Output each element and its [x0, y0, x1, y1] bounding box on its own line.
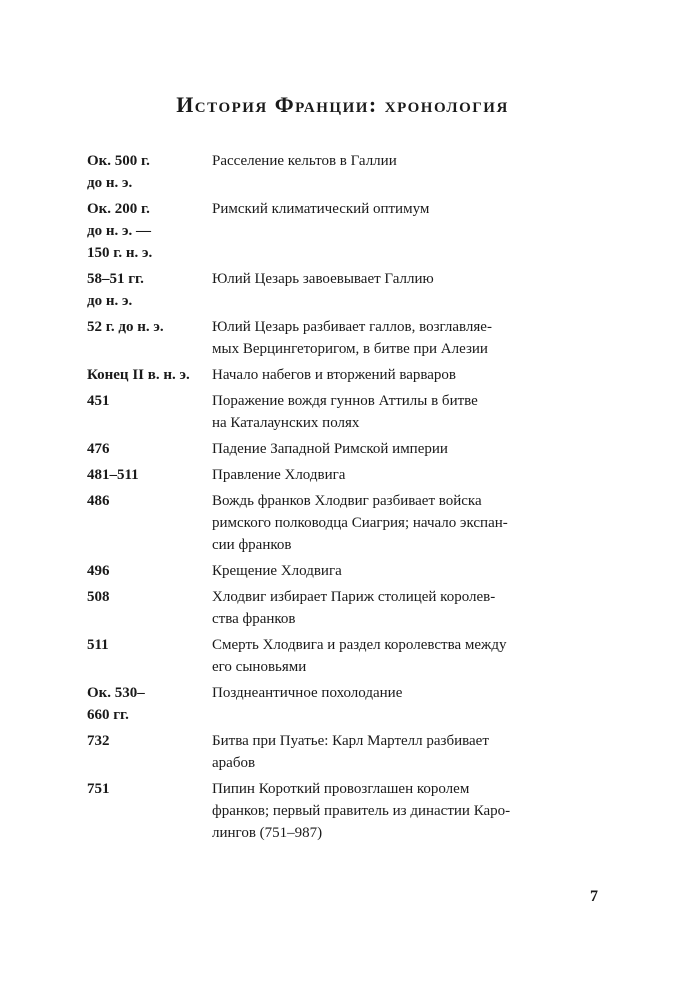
chronology-entry	[87, 560, 567, 582]
entry-date: 481–511	[87, 467, 139, 483]
page-number: 7	[590, 888, 598, 905]
chronology-entry	[87, 464, 567, 486]
entry-event: Юлий Цезарь завоевывает Галлию	[212, 271, 434, 287]
entry-date: 496	[87, 563, 110, 579]
entry-event: Крещение Хлодвига	[212, 563, 342, 579]
entry-event: Падение Западной Римской империи	[212, 441, 448, 457]
entry-event: Римский климатический оптимум	[212, 201, 430, 217]
chronology-entry	[87, 490, 567, 556]
entry-event: Юлий Цезарь разбивает галлов, возглавляе- мых Верцингеторигом, в битве при Алезии	[212, 319, 492, 357]
chronology-entry	[87, 390, 567, 434]
entry-date: 511	[87, 637, 109, 653]
entry-event: Расселение кельтов в Галлии	[212, 153, 397, 169]
chronology-entry	[87, 268, 567, 312]
chronology-entry	[87, 778, 567, 844]
entry-date: Конец II в. н. э.	[87, 367, 190, 383]
chronology-entry	[87, 682, 567, 726]
entry-date: 508	[87, 589, 110, 605]
entry-event: Хлодвиг избирает Париж столицей королев- ства франков	[212, 589, 496, 627]
chronology-entry	[87, 316, 567, 360]
chronology-entry	[87, 438, 567, 460]
chronology-entry	[87, 198, 567, 264]
chronology-entry	[87, 150, 567, 194]
entry-date: Ок. 530– 660 гг.	[87, 685, 145, 723]
entry-date: 732	[87, 733, 110, 749]
page-title: История Франции: хронология	[176, 92, 509, 117]
entry-event: Начало набегов и вторжений варваров	[212, 367, 457, 383]
entry-event: Вождь франков Хлодвиг разбивает войска римского полководца Сиагрия; начало экспан- сии франков	[212, 493, 508, 553]
entry-date: 486	[87, 493, 110, 509]
entry-event: Смерть Хлодвига и раздел королевства между его сыновьями	[212, 637, 507, 675]
entry-event: Позднеантичное похолодание	[212, 685, 403, 701]
chronology-entry	[87, 730, 567, 774]
chronology-entry	[87, 364, 567, 386]
entry-date: 52 г. до н. э.	[87, 319, 164, 335]
entry-date: 476	[87, 441, 110, 457]
chronology-entry	[87, 586, 567, 630]
entry-date: 58–51 гг. до н. э.	[87, 271, 144, 309]
entry-event: Пипин Короткий провозглашен королем франков; первый правитель из династии Каро- лингов (751–987)	[212, 781, 511, 841]
entry-event: Битва при Пуатье: Карл Мартелл разбивает арабов	[212, 733, 489, 771]
entry-date: 751	[87, 781, 110, 797]
chronology-entry	[87, 634, 567, 678]
entry-date: Ок. 200 г. до н. э. — 150 г. н. э.	[87, 201, 153, 261]
entry-event: Правление Хлодвига	[212, 467, 346, 483]
entry-date: Ок. 500 г. до н. э.	[87, 153, 150, 191]
chronology-list	[87, 150, 567, 844]
entry-date: 451	[87, 393, 110, 409]
entry-event: Поражение вождя гуннов Аттилы в битве на Каталаунских полях	[212, 393, 478, 431]
